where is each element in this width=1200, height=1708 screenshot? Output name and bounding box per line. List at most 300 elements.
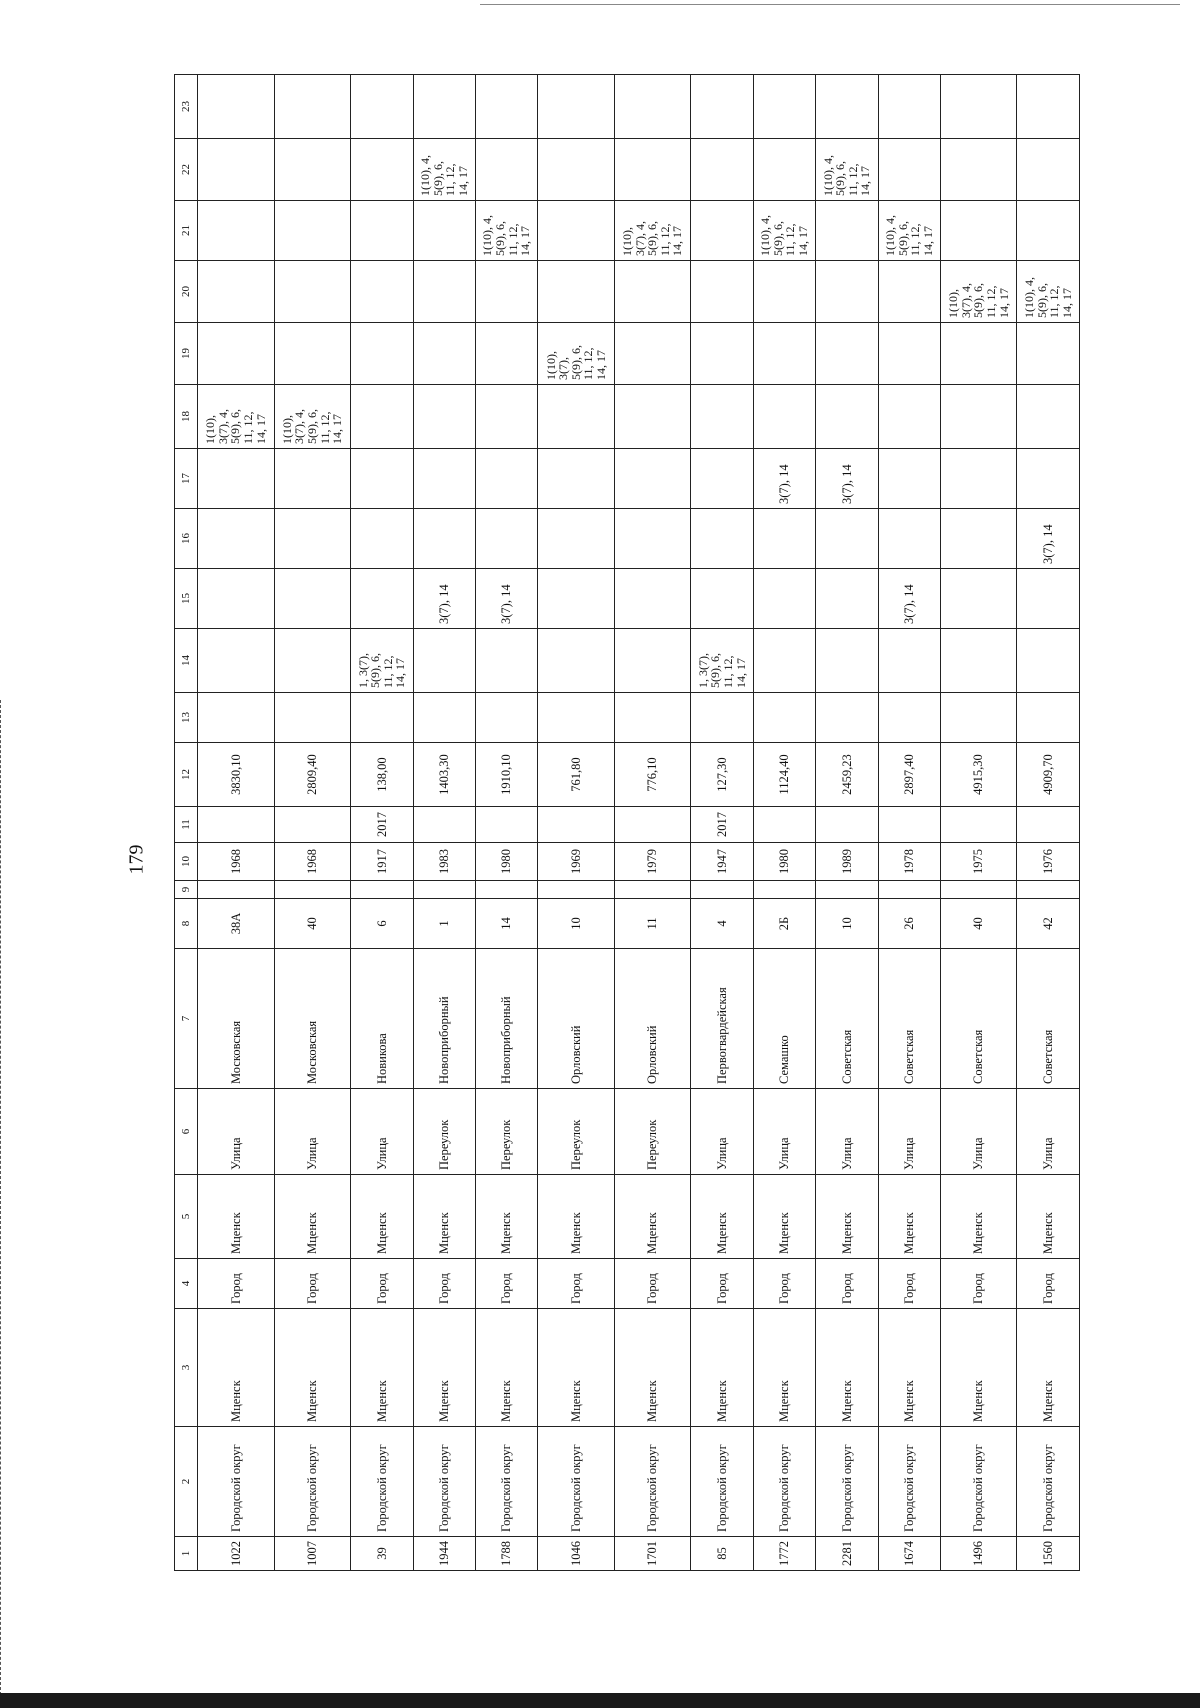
table-cell-col-13	[1017, 693, 1080, 743]
table-cell-col-1: 1788	[475, 1537, 537, 1571]
table-cell-col-5: Мценск	[1017, 1175, 1080, 1259]
table-cell-col-18: 1(10), 3(7), 4, 5(9), 6, 11, 12, 14, 17	[198, 385, 275, 449]
table-cell-col-20	[198, 261, 275, 323]
table-cell-col-16	[198, 509, 275, 569]
table-cell-col-17: 3(7), 14	[753, 449, 815, 509]
table-row	[198, 75, 275, 1571]
table-cell-col-14	[538, 629, 615, 693]
table-cell-col-20: 1(10), 4, 5(9), 6, 11, 12, 14, 17	[1017, 261, 1080, 323]
table-cell-col-4: Город	[413, 1259, 475, 1309]
table-cell-col-6: Улица	[816, 1089, 878, 1175]
column-header-1: 1	[175, 1537, 198, 1571]
housing-register-table	[174, 74, 1080, 1571]
table-cell-col-15	[538, 569, 615, 629]
table-cell-col-5: Мценск	[274, 1175, 351, 1259]
table-cell-col-10: 1979	[614, 843, 691, 881]
table-cell-col-18	[753, 385, 815, 449]
table-cell-col-19	[351, 323, 413, 385]
scan-edge-top	[480, 4, 1180, 5]
table-cell-col-18: 1(10), 3(7), 4, 5(9), 6, 11, 12, 14, 17	[274, 385, 351, 449]
table-cell-col-12: 2809,40	[274, 743, 351, 807]
table-cell-col-13	[198, 693, 275, 743]
table-cell-col-16: 3(7), 14	[1017, 509, 1080, 569]
table-cell-col-6: Улица	[878, 1089, 940, 1175]
table-row	[940, 75, 1017, 1571]
table-cell-col-23	[753, 75, 815, 139]
table-cell-col-3: Мценск	[538, 1309, 615, 1427]
table-cell-col-12: 2897,40	[878, 743, 940, 807]
table-cell-col-7: Советская	[878, 949, 940, 1089]
table-cell-col-14	[753, 629, 815, 693]
table-cell-col-6: Переулок	[614, 1089, 691, 1175]
table-cell-col-14	[274, 629, 351, 693]
table-cell-col-1: 1007	[274, 1537, 351, 1571]
table-cell-col-16	[351, 509, 413, 569]
table-cell-col-15: 3(7), 14	[413, 569, 475, 629]
column-header-7: 7	[175, 949, 198, 1089]
table-cell-col-17	[475, 449, 537, 509]
table-cell-col-23	[614, 75, 691, 139]
table-cell-col-2: Городской округ	[1017, 1427, 1080, 1537]
table-cell-col-2: Городской округ	[351, 1427, 413, 1537]
table-cell-col-23	[475, 75, 537, 139]
table-cell-col-14	[198, 629, 275, 693]
table-cell-col-5: Мценск	[538, 1175, 615, 1259]
table-cell-col-21: 1(10), 4, 5(9), 6, 11, 12, 14, 17	[475, 201, 537, 261]
table-cell-col-15	[351, 569, 413, 629]
table-cell-col-7: Советская	[940, 949, 1017, 1089]
column-header-15: 15	[175, 569, 198, 629]
table-row	[351, 75, 413, 1571]
table-cell-col-18	[413, 385, 475, 449]
table-cell-col-4: Город	[940, 1259, 1017, 1309]
table-cell-col-16	[538, 509, 615, 569]
table-cell-col-3: Мценск	[614, 1309, 691, 1427]
table-cell-col-10: 1968	[198, 843, 275, 881]
table-cell-col-14	[878, 629, 940, 693]
table-cell-col-11	[816, 807, 878, 843]
table-cell-col-12: 761,80	[538, 743, 615, 807]
table-cell-col-20	[878, 261, 940, 323]
table-cell-col-12: 127,30	[691, 743, 753, 807]
table-cell-col-21	[940, 201, 1017, 261]
table-cell-col-7: Семашко	[753, 949, 815, 1089]
table-cell-col-21	[816, 201, 878, 261]
table-cell-col-8: 10	[538, 899, 615, 949]
table-cell-col-18	[878, 385, 940, 449]
table-cell-col-16	[878, 509, 940, 569]
table-cell-col-5: Мценск	[753, 1175, 815, 1259]
table-cell-col-5: Мценск	[878, 1175, 940, 1259]
table-body	[198, 75, 1080, 1571]
table-cell-col-12: 138,00	[351, 743, 413, 807]
table-cell-col-22	[753, 139, 815, 201]
table-cell-col-10: 1917	[351, 843, 413, 881]
table-cell-col-19	[940, 323, 1017, 385]
table-cell-col-6: Улица	[940, 1089, 1017, 1175]
column-header-17: 17	[175, 449, 198, 509]
table-cell-col-21	[274, 201, 351, 261]
table-cell-col-9	[878, 881, 940, 899]
binding-margin-dots	[0, 700, 7, 1700]
table-cell-col-5: Мценск	[413, 1175, 475, 1259]
table-cell-col-6: Улица	[753, 1089, 815, 1175]
table-cell-col-12: 1910,10	[475, 743, 537, 807]
table-cell-col-16	[413, 509, 475, 569]
table-cell-col-1: 1944	[413, 1537, 475, 1571]
table-cell-col-6: Переулок	[538, 1089, 615, 1175]
table-cell-col-17	[940, 449, 1017, 509]
table-cell-col-18	[940, 385, 1017, 449]
table-cell-col-15	[1017, 569, 1080, 629]
table-cell-col-4: Город	[614, 1259, 691, 1309]
table-cell-col-12: 4909,70	[1017, 743, 1080, 807]
table-cell-col-22	[691, 139, 753, 201]
table-cell-col-8: 40	[274, 899, 351, 949]
table-cell-col-22	[198, 139, 275, 201]
table-cell-col-8: 4	[691, 899, 753, 949]
table-cell-col-3: Мценск	[1017, 1309, 1080, 1427]
table-cell-col-10: 1969	[538, 843, 615, 881]
table-cell-col-13	[691, 693, 753, 743]
table-cell-col-20	[413, 261, 475, 323]
table-cell-col-19: 1(10), 3(7), 5(9), 6, 11, 12, 14, 17	[538, 323, 615, 385]
table-cell-col-20	[274, 261, 351, 323]
table-cell-col-20	[691, 261, 753, 323]
table-cell-col-23	[351, 75, 413, 139]
table-cell-col-23	[1017, 75, 1080, 139]
table-cell-col-10: 1980	[753, 843, 815, 881]
table-cell-col-6: Переулок	[413, 1089, 475, 1175]
table-cell-col-8: 38А	[198, 899, 275, 949]
table-cell-col-6: Улица	[1017, 1089, 1080, 1175]
table-cell-col-18	[1017, 385, 1080, 449]
table-cell-col-22: 1(10), 4, 5(9), 6, 11, 12, 14, 17	[816, 139, 878, 201]
table-cell-col-3: Мценск	[940, 1309, 1017, 1427]
table-cell-col-1: 39	[351, 1537, 413, 1571]
column-header-3: 3	[175, 1309, 198, 1427]
table-cell-col-15: 3(7), 14	[878, 569, 940, 629]
table-cell-col-9	[538, 881, 615, 899]
table-cell-col-1: 1496	[940, 1537, 1017, 1571]
table-cell-col-22	[351, 139, 413, 201]
table-cell-col-7: Новикова	[351, 949, 413, 1089]
table-cell-col-15: 3(7), 14	[475, 569, 537, 629]
table-cell-col-7: Советская	[1017, 949, 1080, 1089]
table-cell-col-18	[475, 385, 537, 449]
column-header-8: 8	[175, 899, 198, 949]
table-cell-col-20	[351, 261, 413, 323]
table-cell-col-9	[614, 881, 691, 899]
table-cell-col-12: 776,10	[614, 743, 691, 807]
table-cell-col-19	[198, 323, 275, 385]
table-cell-col-5: Мценск	[198, 1175, 275, 1259]
table-cell-col-21	[198, 201, 275, 261]
table-cell-col-10: 1980	[475, 843, 537, 881]
table-cell-col-4: Город	[274, 1259, 351, 1309]
table-cell-col-18	[691, 385, 753, 449]
table-cell-col-10: 1968	[274, 843, 351, 881]
table-cell-col-3: Мценск	[878, 1309, 940, 1427]
table-row	[753, 75, 815, 1571]
table-cell-col-7: Орловский	[614, 949, 691, 1089]
table-cell-col-9	[413, 881, 475, 899]
table-cell-col-15	[940, 569, 1017, 629]
table-cell-col-14	[413, 629, 475, 693]
table-cell-col-19	[753, 323, 815, 385]
table-cell-col-11	[274, 807, 351, 843]
table-cell-col-16	[614, 509, 691, 569]
table-cell-col-11	[413, 807, 475, 843]
table-cell-col-20	[614, 261, 691, 323]
table-cell-col-13	[274, 693, 351, 743]
table-cell-col-5: Мценск	[691, 1175, 753, 1259]
table-cell-col-21	[351, 201, 413, 261]
table-cell-col-16	[274, 509, 351, 569]
table-cell-col-11	[940, 807, 1017, 843]
table-cell-col-8: 26	[878, 899, 940, 949]
table-cell-col-16	[753, 509, 815, 569]
table-cell-col-13	[614, 693, 691, 743]
table-cell-col-15	[753, 569, 815, 629]
table-cell-col-14	[1017, 629, 1080, 693]
table-cell-col-8: 14	[475, 899, 537, 949]
table-cell-col-22	[1017, 139, 1080, 201]
table-cell-col-17	[878, 449, 940, 509]
table-cell-col-18	[816, 385, 878, 449]
table-cell-col-8: 6	[351, 899, 413, 949]
table-cell-col-1: 1560	[1017, 1537, 1080, 1571]
table-cell-col-2: Городской округ	[413, 1427, 475, 1537]
table-cell-col-2: Городской округ	[614, 1427, 691, 1537]
table-cell-col-9	[753, 881, 815, 899]
table-cell-col-7: Советская	[816, 949, 878, 1089]
table-cell-col-22	[940, 139, 1017, 201]
table-cell-col-12: 1403,30	[413, 743, 475, 807]
table-cell-col-20	[816, 261, 878, 323]
table-cell-col-8: 11	[614, 899, 691, 949]
table-cell-col-2: Городской округ	[198, 1427, 275, 1537]
table-cell-col-11	[614, 807, 691, 843]
table-cell-col-4: Город	[351, 1259, 413, 1309]
table-cell-col-2: Городской округ	[816, 1427, 878, 1537]
table-cell-col-9	[940, 881, 1017, 899]
column-header-4: 4	[175, 1259, 198, 1309]
table-cell-col-1: 1046	[538, 1537, 615, 1571]
table-row	[1017, 75, 1080, 1571]
table-cell-col-23	[274, 75, 351, 139]
table-cell-col-11	[1017, 807, 1080, 843]
table-cell-col-7: Первогвардейская	[691, 949, 753, 1089]
table-row	[878, 75, 940, 1571]
table-cell-col-6: Улица	[351, 1089, 413, 1175]
table-cell-col-9	[816, 881, 878, 899]
table-cell-col-11	[538, 807, 615, 843]
table-cell-col-21: 1(10), 3(7), 4, 5(9), 6, 11, 12, 14, 17	[614, 201, 691, 261]
table-cell-col-4: Город	[198, 1259, 275, 1309]
table-cell-col-23	[198, 75, 275, 139]
table-cell-col-15	[691, 569, 753, 629]
table-cell-col-17	[691, 449, 753, 509]
table-cell-col-13	[475, 693, 537, 743]
table-cell-col-15	[274, 569, 351, 629]
table-row	[614, 75, 691, 1571]
table-cell-col-11	[878, 807, 940, 843]
table-cell-col-4: Город	[878, 1259, 940, 1309]
table-row	[538, 75, 615, 1571]
table-cell-col-12: 3830,10	[198, 743, 275, 807]
table-cell-col-9	[198, 881, 275, 899]
table-cell-col-23	[691, 75, 753, 139]
table-cell-col-16	[816, 509, 878, 569]
table-cell-col-13	[753, 693, 815, 743]
table-cell-col-13	[413, 693, 475, 743]
table-cell-col-1: 85	[691, 1537, 753, 1571]
table-cell-col-17	[614, 449, 691, 509]
table-cell-col-22	[274, 139, 351, 201]
table-cell-col-1: 1772	[753, 1537, 815, 1571]
table-row	[274, 75, 351, 1571]
table-cell-col-8: 40	[940, 899, 1017, 949]
table-cell-col-2: Городской округ	[878, 1427, 940, 1537]
table-cell-col-3: Мценск	[816, 1309, 878, 1427]
table-cell-col-13	[351, 693, 413, 743]
column-header-14: 14	[175, 629, 198, 693]
table-cell-col-3: Мценск	[274, 1309, 351, 1427]
table-cell-col-15	[198, 569, 275, 629]
table-cell-col-21: 1(10), 4, 5(9), 6, 11, 12, 14, 17	[753, 201, 815, 261]
table-cell-col-18	[538, 385, 615, 449]
table-cell-col-13	[940, 693, 1017, 743]
table-cell-col-6: Улица	[691, 1089, 753, 1175]
table-cell-col-3: Мценск	[753, 1309, 815, 1427]
table-cell-col-19	[475, 323, 537, 385]
table-cell-col-4: Город	[753, 1259, 815, 1309]
table-cell-col-4: Город	[816, 1259, 878, 1309]
table-cell-col-19	[816, 323, 878, 385]
table-cell-col-23	[816, 75, 878, 139]
table-cell-col-4: Город	[475, 1259, 537, 1309]
table-cell-col-2: Городской округ	[691, 1427, 753, 1537]
table-cell-col-1: 1022	[198, 1537, 275, 1571]
column-header-18: 18	[175, 385, 198, 449]
column-header-2: 2	[175, 1427, 198, 1537]
table-cell-col-23	[940, 75, 1017, 139]
table-cell-col-22	[614, 139, 691, 201]
table-cell-col-19	[274, 323, 351, 385]
column-header-19: 19	[175, 323, 198, 385]
column-header-23: 23	[175, 75, 198, 139]
table-cell-col-10: 1989	[816, 843, 878, 881]
table-cell-col-8: 2Б	[753, 899, 815, 949]
table-cell-col-18	[351, 385, 413, 449]
column-header-10: 10	[175, 843, 198, 881]
table-cell-col-19	[614, 323, 691, 385]
table-cell-col-17	[198, 449, 275, 509]
table-cell-col-1: 1701	[614, 1537, 691, 1571]
table-cell-col-3: Мценск	[198, 1309, 275, 1427]
table-cell-col-21	[413, 201, 475, 261]
table-cell-col-13	[538, 693, 615, 743]
table-cell-col-21: 1(10), 4, 5(9), 6, 11, 12, 14, 17	[878, 201, 940, 261]
table-cell-col-17	[351, 449, 413, 509]
table-cell-col-12: 4915,30	[940, 743, 1017, 807]
table-cell-col-17: 3(7), 14	[816, 449, 878, 509]
table-cell-col-17	[1017, 449, 1080, 509]
table-cell-col-5: Мценск	[940, 1175, 1017, 1259]
table-cell-col-9	[351, 881, 413, 899]
table-cell-col-11: 2017	[691, 807, 753, 843]
table-cell-col-9	[274, 881, 351, 899]
table-row	[691, 75, 753, 1571]
table-cell-col-2: Городской округ	[538, 1427, 615, 1537]
table-cell-col-7: Московская	[274, 949, 351, 1089]
column-header-16: 16	[175, 509, 198, 569]
table-cell-col-4: Город	[691, 1259, 753, 1309]
table-cell-col-2: Городской округ	[274, 1427, 351, 1537]
table-cell-col-20: 1(10), 3(7), 4, 5(9), 6, 11, 12, 14, 17	[940, 261, 1017, 323]
table-cell-col-8: 10	[816, 899, 878, 949]
table-cell-col-17	[274, 449, 351, 509]
table-cell-col-6: Улица	[274, 1089, 351, 1175]
column-header-12: 12	[175, 743, 198, 807]
table-cell-col-5: Мценск	[351, 1175, 413, 1259]
table-cell-col-5: Мценск	[816, 1175, 878, 1259]
page-number: 179	[125, 844, 148, 875]
table-cell-col-23	[413, 75, 475, 139]
table-cell-col-1: 1674	[878, 1537, 940, 1571]
table-cell-col-7: Новоприборный	[413, 949, 475, 1089]
table-cell-col-11: 2017	[351, 807, 413, 843]
table-cell-col-10: 1983	[413, 843, 475, 881]
table-cell-col-1: 2281	[816, 1537, 878, 1571]
table-cell-col-21	[691, 201, 753, 261]
table-row	[413, 75, 475, 1571]
scan-edge-bottom	[0, 1693, 1200, 1708]
table-cell-col-11	[753, 807, 815, 843]
table-cell-col-6: Улица	[198, 1089, 275, 1175]
table-cell-col-14: 1, 3(7), 5(9), 6, 11, 12, 14, 17	[691, 629, 753, 693]
table-cell-col-2: Городской округ	[753, 1427, 815, 1537]
table-cell-col-12: 1124,40	[753, 743, 815, 807]
table-cell-col-12: 2459,23	[816, 743, 878, 807]
table-cell-col-20	[538, 261, 615, 323]
register-table-rotated	[174, 101, 1080, 1571]
table-cell-col-16	[691, 509, 753, 569]
table-cell-col-2: Городской округ	[475, 1427, 537, 1537]
table-cell-col-22	[475, 139, 537, 201]
table-cell-col-20	[753, 261, 815, 323]
table-cell-col-19	[413, 323, 475, 385]
table-cell-col-3: Мценск	[413, 1309, 475, 1427]
table-cell-col-14	[816, 629, 878, 693]
table-cell-col-22	[538, 139, 615, 201]
table-cell-col-4: Город	[1017, 1259, 1080, 1309]
table-cell-col-16	[475, 509, 537, 569]
table-cell-col-17	[538, 449, 615, 509]
table-cell-col-9	[1017, 881, 1080, 899]
table-cell-col-11	[198, 807, 275, 843]
column-header-13: 13	[175, 693, 198, 743]
table-cell-col-10: 1976	[1017, 843, 1080, 881]
column-header-6: 6	[175, 1089, 198, 1175]
table-cell-col-22	[878, 139, 940, 201]
table-cell-col-5: Мценск	[475, 1175, 537, 1259]
table-cell-col-19	[1017, 323, 1080, 385]
column-header-22: 22	[175, 139, 198, 201]
table-cell-col-8: 1	[413, 899, 475, 949]
table-cell-col-14	[940, 629, 1017, 693]
